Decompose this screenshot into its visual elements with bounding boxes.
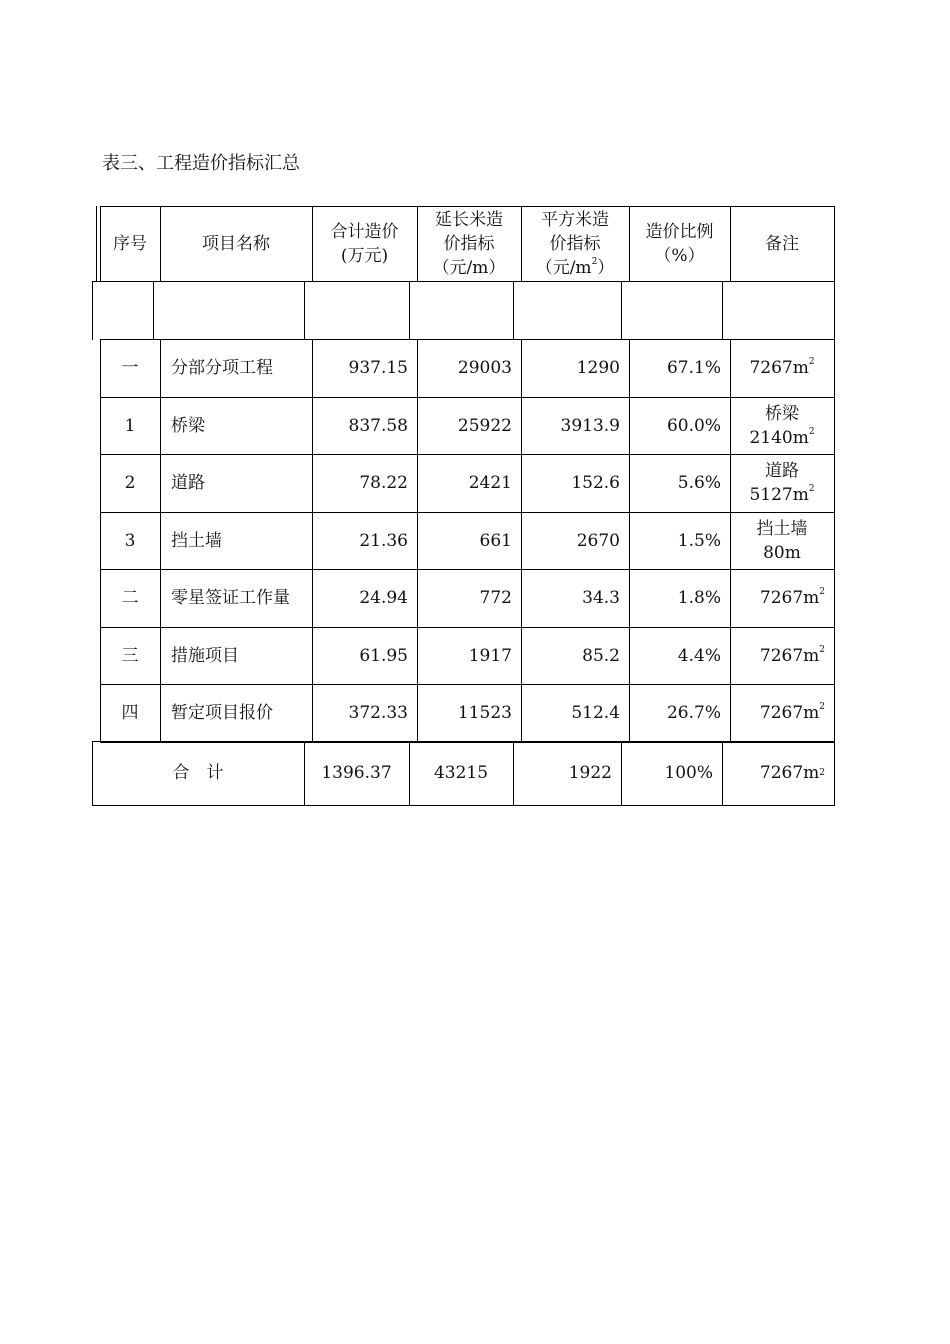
total-remark: 7267m 2	[759, 763, 825, 783]
header-total-cost	[312, 206, 417, 281]
table-rule-v	[834, 206, 835, 282]
row-cost-ratio: 1.8%	[677, 588, 721, 608]
header-linear-index	[417, 206, 521, 281]
row-remark-line: 道路	[765, 461, 799, 481]
row-total-cost: 78.22	[359, 473, 408, 493]
row-item-name: 措施项目	[171, 645, 239, 666]
total-cost-ratio: 100%	[664, 763, 713, 783]
row-remark-line: 挡土墙	[756, 518, 808, 539]
row-remark	[730, 512, 834, 569]
row-seq: 2	[124, 473, 136, 493]
row-area-index: 3913.9	[560, 415, 620, 436]
row-seq: 三	[121, 645, 139, 666]
row-remark	[730, 454, 834, 512]
table-rule-h	[92, 281, 835, 282]
row-area-index: 85.2	[582, 645, 620, 666]
total-cost: 1396.37	[321, 763, 392, 783]
row-item-name: 分部分项工程	[171, 358, 273, 378]
row-area-index: 2670	[576, 530, 620, 551]
row-item-name: 道路	[171, 473, 205, 493]
header-area-index-line: 价指标	[549, 233, 601, 254]
header-remark: 备注	[765, 233, 799, 254]
row-linear-index: 2421	[468, 473, 512, 493]
table-rule-v	[92, 281, 93, 340]
table-rule-v	[834, 627, 835, 685]
row-remark-line: $5127m^2$	[749, 484, 815, 505]
table-rule-v	[621, 281, 622, 340]
header-cost-ratio	[629, 206, 730, 281]
row-remark-line: $2140m^2$	[749, 426, 815, 448]
table-rule-h	[92, 805, 835, 806]
header-seq: 序号	[113, 233, 147, 254]
row-total-cost: 24.94	[359, 588, 408, 608]
table-rule-v	[722, 281, 723, 340]
total-label: 合 计	[172, 763, 224, 783]
row-linear-index: 11523	[457, 703, 512, 723]
row-area-index: 34.3	[582, 588, 620, 608]
row-area-index: 152.6	[571, 473, 620, 493]
header-cost-ratio-line: 造价比例	[645, 221, 714, 242]
row-linear-index: 772	[479, 588, 512, 608]
row-linear-index: 29003	[457, 358, 512, 378]
header-area-index-line: 平方米造	[541, 209, 609, 230]
row-cost-ratio: 26.7%	[666, 703, 721, 723]
header-total-cost-line: (万元)	[340, 245, 389, 266]
row-item-name: 零星签证工作量	[171, 588, 290, 608]
row-linear-index: 1917	[468, 645, 512, 666]
header-area-index	[521, 206, 629, 281]
table-rule-v	[304, 281, 305, 340]
header-area-index-line: （元$/m^2$）	[535, 256, 615, 278]
row-total-cost: 61.95	[359, 645, 408, 666]
row-cost-ratio: 60.0%	[666, 415, 721, 436]
table-rule-v	[513, 281, 514, 340]
table-rule-v	[834, 512, 835, 570]
row-seq: 3	[124, 530, 136, 551]
table-rule-v	[96, 206, 97, 282]
row-cost-ratio: 4.4%	[677, 645, 721, 666]
table-rule-v	[834, 281, 835, 340]
row-remark-line: $7267m^2$	[759, 587, 825, 608]
header-linear-index-line: 延长米造	[434, 209, 503, 230]
row-item-name: 挡土墙	[171, 530, 222, 551]
row-area-index: 1290	[576, 358, 620, 378]
row-remark-line: $7267m^2$	[749, 357, 815, 378]
row-remark-line: $7267m^2$	[759, 644, 825, 666]
row-linear-index: 661	[479, 530, 512, 551]
total-linear-index: 43215	[433, 763, 489, 783]
table-caption: 表三、工程造价指标汇总	[102, 153, 300, 174]
table-rule-v	[153, 281, 154, 340]
table-rule-v	[834, 397, 835, 455]
row-area-index: 512.4	[571, 703, 620, 723]
table-rule-v	[834, 684, 835, 743]
row-remark	[730, 397, 834, 454]
row-remark-line: 80m	[763, 542, 801, 563]
row-cost-ratio: 67.1%	[666, 358, 721, 378]
row-total-cost: 937.15	[348, 358, 408, 378]
total-area-index: 1922	[568, 763, 612, 783]
row-remark	[730, 569, 834, 627]
row-cost-ratio: 5.6%	[677, 473, 721, 493]
row-total-cost: 837.58	[348, 415, 408, 436]
table-rule-v	[834, 741, 835, 806]
header-linear-index-line: （元/m）	[432, 257, 506, 278]
row-item-name: 桥梁	[171, 415, 205, 436]
row-linear-index: 25922	[457, 415, 512, 436]
table-rule-v	[834, 339, 835, 398]
table-rule-v	[834, 569, 835, 628]
row-seq: 一	[121, 358, 139, 378]
row-remark	[730, 339, 834, 397]
row-total-cost: 372.33	[348, 703, 408, 723]
row-remark	[730, 684, 834, 742]
row-remark-line: $7267m^2$	[759, 702, 825, 723]
header-cost-ratio-line: （%）	[654, 245, 705, 266]
row-item-name: 暂定项目报价	[171, 703, 273, 723]
row-total-cost: 21.36	[359, 530, 408, 551]
row-remark	[730, 627, 834, 684]
row-seq: 1	[124, 415, 136, 436]
header-item-name: 项目名称	[202, 233, 270, 254]
row-seq: 四	[121, 703, 139, 723]
row-cost-ratio: 1.5%	[677, 530, 721, 551]
header-linear-index-line: 价指标	[443, 233, 495, 254]
table-rule-v	[409, 281, 410, 340]
row-remark-line: 桥梁	[765, 403, 799, 424]
header-total-cost-line: 合计造价	[330, 221, 399, 242]
table-rule-v	[834, 454, 835, 513]
row-seq: 二	[121, 588, 139, 608]
